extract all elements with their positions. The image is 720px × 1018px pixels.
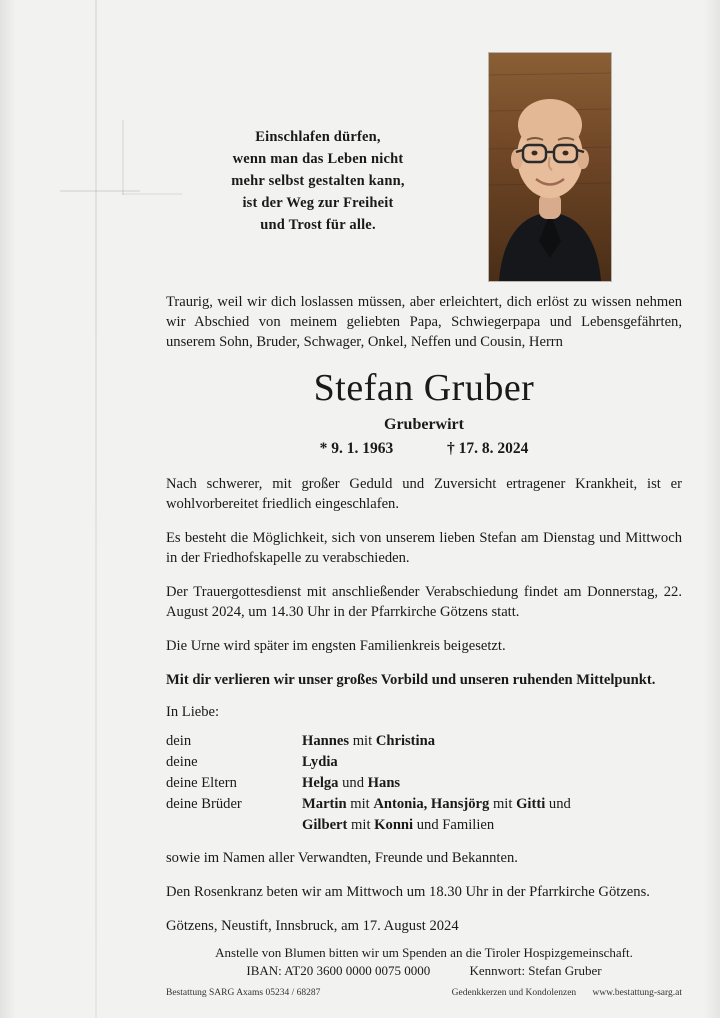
verse-block [168,126,468,236]
family-relation [166,815,302,836]
donation-iban: IBAN: AT20 3600 0000 0075 0000 [246,963,431,978]
family-relation: deine [166,754,198,770]
family-names: Hannes mit Christina [302,733,436,749]
in-love-label: In Liebe: [166,704,220,720]
family-names: Gilbert mit Konni und Familien [302,817,495,833]
donation-keyword: Kennwort: Stefan Gruber [469,963,602,978]
condolence-label: Gedenkkerzen und Kondolenzen [451,988,577,998]
family-list [166,731,571,836]
tribute-line: Mit dir verlieren wir unser großes Vorbild und unseren ruhenden Mittelpunkt. [166,672,656,688]
place-and-date: Götzens, Neustift, Innsbruck, am 17. August 2024 [166,918,459,934]
footer-line [166,988,682,998]
funeral-home-info: Bestattung SARG Axams 05234 / 68287 [166,988,321,998]
portrait-photo [488,52,612,282]
verse-line-1: Einschlafen dürfen, [255,129,381,145]
donation-block [166,944,682,980]
background-cross-arm-vertical [122,120,124,195]
family-relation: deine Brüder [166,796,242,812]
deceased-name: Stefan Gruber [313,367,535,409]
birth-date: * 9. 1. 1963 [319,440,394,457]
portrait-illustration [489,53,611,281]
paragraph-service: Der Trauergottesdienst mit anschließender Verabschiedung findet am Donnerstag, 22. August 2024, um 14.30 Uhr in der Pfarrkirche Götzens statt. [166,584,682,620]
table-row [166,815,571,836]
paragraph-illness: Nach schwerer, mit großer Geduld und Zuversicht ertragener Krankheit, ist er wohlvorbereitet friedlich eingeschlafen. [166,476,682,512]
life-dates [166,440,682,458]
family-names: Martin mit Antonia, Hansjörg mit Gitti und [302,796,571,812]
verse-line-5: und Trost für alle. [260,217,376,233]
rosary-line: Den Rosenkranz beten wir am Mittwoch um 18.30 Uhr in der Pfarrkirche Götzens. [166,884,650,900]
paragraph-farewell: Es besteht die Möglichkeit, sich von unserem lieben Stefan am Dienstag und Mittwoch in der Friedhofskapelle zu verabschieden. [166,530,682,566]
deceased-nickname: Gruberwirt [384,416,464,433]
background-cross-horizontal [60,190,140,192]
intro-paragraph: Traurig, weil wir dich loslassen müssen, aber erleichtert, dich erlöst zu wissen nehmen wir Abschied von meinem geliebten Papa, Schwiegerpapa und Lebensgefährten, unserem Sohn, Bruder, Schwager, Onkel, Neffen und Cousin, Herrn [166,294,682,350]
verse-line-2: wenn man das Leben nicht [232,151,404,167]
obituary-body [166,292,682,950]
verse-line-4: ist der Weg zur Freiheit [242,195,394,211]
closing-relatives: sowie im Namen aller Verwandten, Freunde und Bekannten. [166,850,518,866]
death-date: † 17. 8. 2024 [447,440,529,457]
table-row [166,773,571,794]
donation-bank-row [166,962,682,980]
family-relation: deine Eltern [166,775,237,791]
family-relation: dein [166,733,192,749]
background-cross-vertical [95,0,97,1018]
condolence-info [438,988,682,998]
table-row [166,794,571,815]
paragraph-urn: Die Urne wird später im engsten Familienkreis beigesetzt. [166,638,506,654]
family-names: Helga und Hans [302,775,401,791]
paper-left-edge [0,0,16,1018]
condolence-url[interactable]: www.bestattung-sarg.at [592,988,682,998]
table-row [166,752,571,773]
table-row [166,731,571,752]
paper-right-edge [704,0,720,1018]
donation-request: Anstelle von Blumen bitten wir um Spenden an die Tiroler Hospizgemeinschaft. [215,945,633,960]
family-names: Lydia [302,754,338,770]
verse-line-3: mehr selbst gestalten kann, [231,173,405,189]
